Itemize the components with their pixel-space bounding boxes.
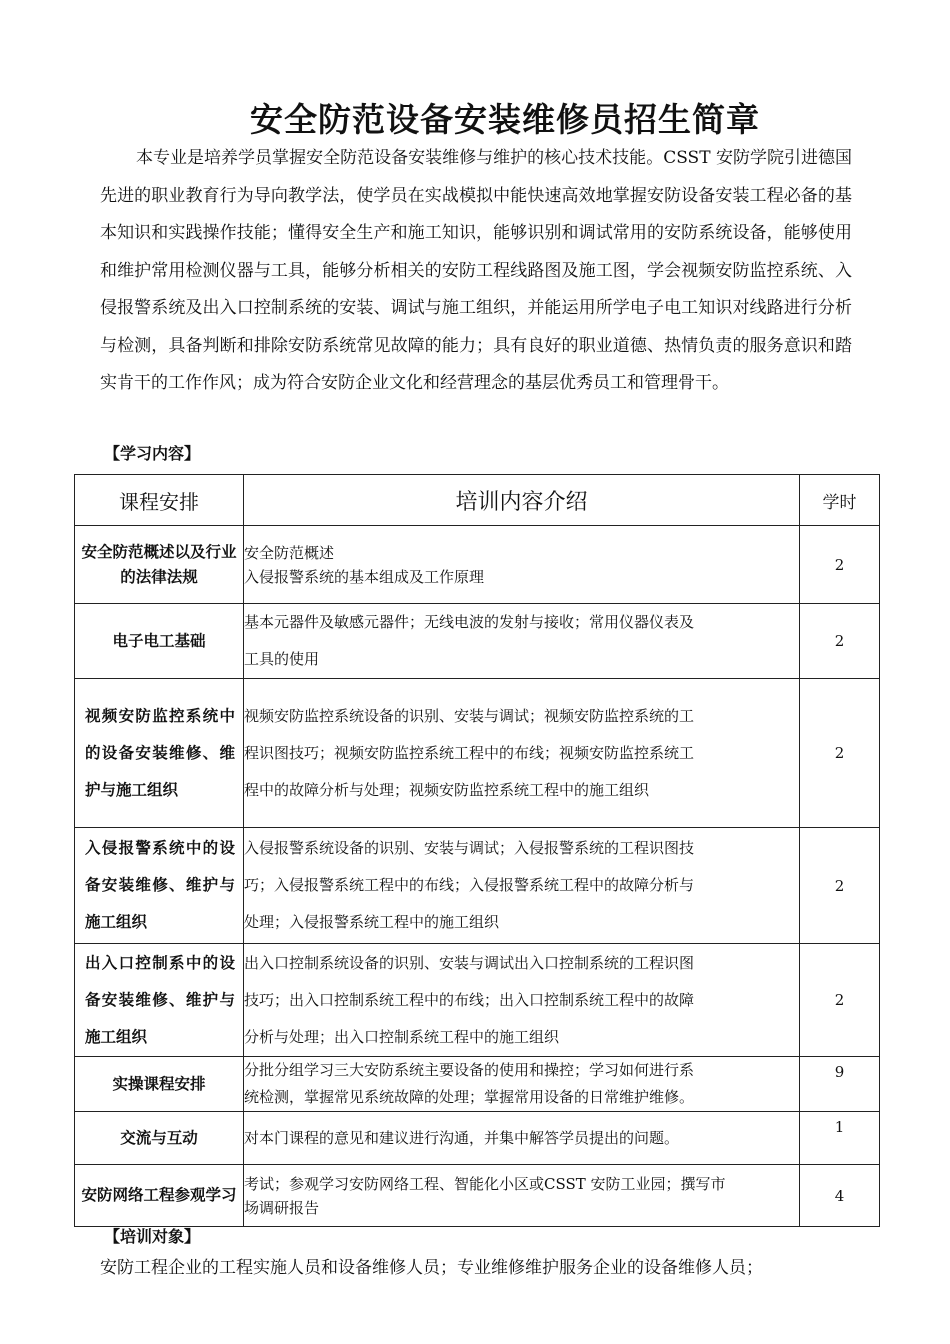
content-line: 基本元器件及敏感元器件；无线电波的发射与接收；常用仪器仪表及 bbox=[244, 613, 695, 631]
content-line: 场调研报告 bbox=[244, 1198, 320, 1217]
content-line: 巧；入侵报警系统工程中的布线；入侵报警系统工程中的故障分析与 bbox=[244, 876, 695, 894]
content-line: 入侵报警系统的基本组成及工作原理 bbox=[244, 567, 485, 586]
content-line: 安全防范概述 bbox=[244, 543, 335, 562]
header-content: 培训内容介绍 bbox=[244, 475, 800, 526]
table-row bbox=[75, 604, 880, 679]
table-row bbox=[75, 944, 880, 1057]
content-line: 视频安防监控系统设备的识别、安装与调试；视频安防监控系统的工 bbox=[244, 706, 695, 725]
course-hours: 1 bbox=[800, 1112, 880, 1165]
content-line: 出入口控制系统设备的识别、安装与调试出入口控制系统的工程识图 bbox=[244, 953, 695, 972]
content-line: 程中的故障分析与处理；视频安防监控系统工程中的施工组织 bbox=[244, 780, 650, 799]
course-content bbox=[244, 828, 800, 944]
course-name: 视频安防监控系统中的设备安装维修、维护与施工组织 bbox=[75, 679, 244, 828]
content-line: 对本门课程的意见和建议进行沟通，并集中解答学员提出的问题。 bbox=[244, 1128, 680, 1147]
content-line: 分析与处理；出入口控制系统工程中的施工组织 bbox=[244, 1027, 560, 1046]
course-hours: 2 bbox=[800, 828, 880, 944]
header-hours: 学时 bbox=[800, 475, 880, 526]
target-audience-text: 安防工程企业的工程实施人员和设备维修人员；专业维修维护服务企业的设备维修人员； bbox=[100, 1258, 763, 1278]
course-content bbox=[244, 1057, 800, 1112]
course-hours: 2 bbox=[800, 526, 880, 604]
course-table bbox=[74, 474, 880, 1227]
course-hours: 2 bbox=[800, 679, 880, 828]
course-name: 出入口控制系中的设备安装维修、维护与施工组织 bbox=[75, 944, 244, 1057]
course-name: 电子电工基础 bbox=[75, 604, 244, 679]
course-content bbox=[244, 1112, 800, 1165]
document-title: 安全防范设备安装维修员招生简章 bbox=[250, 100, 760, 139]
table-row bbox=[75, 1165, 880, 1227]
content-line: 工具的使用 bbox=[244, 650, 320, 668]
course-name: 交流与互动 bbox=[75, 1112, 244, 1165]
content-line: 技巧；出入口控制系统工程中的布线；出入口控制系统工程中的故障 bbox=[244, 990, 695, 1009]
content-line: 分批分组学习三大安防系统主要设备的使用和操控；学习如何进行系 bbox=[244, 1061, 695, 1079]
course-name: 安防网络工程参观学习 bbox=[75, 1165, 244, 1227]
course-hours: 4 bbox=[800, 1165, 880, 1227]
table-header-row bbox=[75, 475, 880, 526]
course-name: 入侵报警系统中的设备安装维修、维护与施工组织 bbox=[75, 828, 244, 944]
table-row bbox=[75, 679, 880, 828]
course-content bbox=[244, 1165, 800, 1227]
content-line: 考试；参观学习安防网络工程、智能化小区或CSST 安防工业园；撰写市 bbox=[244, 1174, 726, 1193]
header-course: 课程安排 bbox=[75, 475, 244, 526]
content-line: 处理；入侵报警系统工程中的施工组织 bbox=[244, 913, 500, 931]
content-line: 程识图技巧；视频安防监控系统工程中的布线；视频安防监控系统工 bbox=[244, 743, 695, 762]
course-hours: 9 bbox=[800, 1057, 880, 1112]
table-row bbox=[75, 526, 880, 604]
course-name: 安全防范概述以及行业的法律法规 bbox=[75, 526, 244, 604]
course-content bbox=[244, 679, 800, 828]
intro-text: 本专业是培养学员掌握安全防范设备安装维修与维护的核心技术技能。CSST 安防学院引进德国先进的职业教育行为导向教学法，使学员在实战模拟中能快速高效地掌握安防设备安装工程必备的基本知识和实践操作技能；懂得安全生产和施工知识，能够识别和调试常用的安防系统设备，能够使用和维护常用检测仪器与工具，能够分析相关的安防工程线路图及施工图，学会视频安防监控系统、入侵报警系统及出入口控制系统的安装、调试与施工组织，并能运用所学电子电工知识对线路进行分析与检测，具备判断和排除安防系统常见故障的能力；具有良好的职业道德、热情负责的服务意识和踏实肯干的工作作风；成为符合安防企业文化和经营理念的基层优秀员工和管理骨干。 bbox=[100, 148, 852, 393]
intro-paragraph bbox=[100, 140, 852, 403]
content-line: 统检测，掌握常见系统故障的处理；掌握常用设备的日常维护维修。 bbox=[244, 1088, 695, 1106]
course-content bbox=[244, 604, 800, 679]
table-row bbox=[75, 1057, 880, 1112]
table-row bbox=[75, 828, 880, 944]
course-name: 实操课程安排 bbox=[75, 1057, 244, 1112]
content-line: 入侵报警系统设备的识别、安装与调试；入侵报警系统的工程识图技 bbox=[244, 839, 695, 857]
course-hours: 2 bbox=[800, 944, 880, 1057]
section-heading-study: 【学习内容】 bbox=[104, 444, 201, 463]
course-hours: 2 bbox=[800, 604, 880, 679]
course-content bbox=[244, 526, 800, 604]
section-heading-target: 【培训对象】 bbox=[104, 1227, 201, 1246]
course-content bbox=[244, 944, 800, 1057]
table-row bbox=[75, 1112, 880, 1165]
